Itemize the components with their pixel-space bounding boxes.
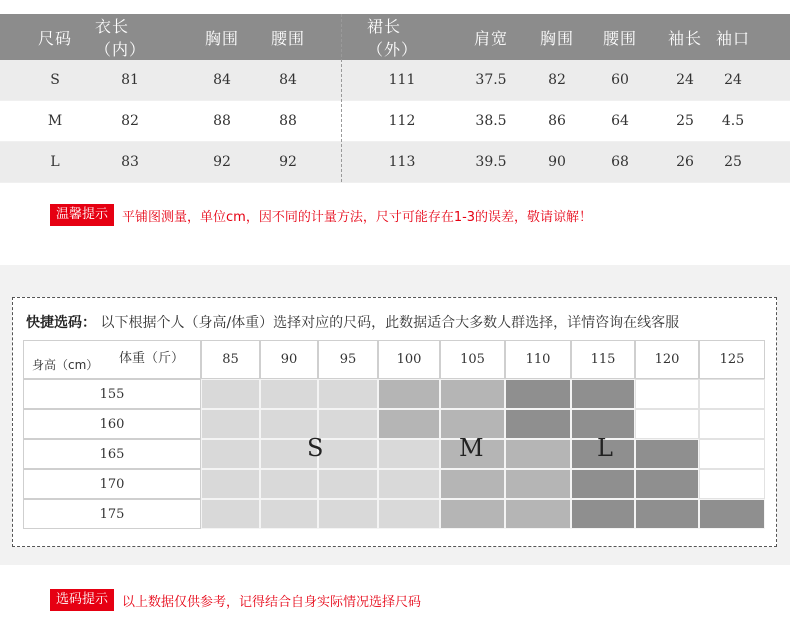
size-cell: 84 xyxy=(213,72,231,88)
zone-cell xyxy=(505,379,571,409)
size-header-cell: 肩宽 xyxy=(473,28,508,48)
zone-cell xyxy=(201,379,260,409)
zone-cell xyxy=(699,409,765,439)
zone-cell xyxy=(260,469,318,499)
zone-cell xyxy=(505,439,571,469)
zone-cell xyxy=(699,439,765,469)
size-table xyxy=(0,14,790,183)
zone-cell xyxy=(635,379,699,409)
size-cell: 84 xyxy=(279,72,297,88)
zone-cell xyxy=(699,499,765,529)
size-cell: 81 xyxy=(121,72,139,88)
height-label: 160 xyxy=(23,409,201,439)
measure-tip-badge: 温馨提示 xyxy=(50,204,114,226)
zone-cell xyxy=(699,469,765,499)
quick-select-label: 快捷选码： xyxy=(26,315,96,331)
size-cell: 82 xyxy=(121,113,139,129)
height-row xyxy=(23,379,767,409)
zone-cell xyxy=(440,499,505,529)
size-cell: 24 xyxy=(676,72,694,88)
zone-cell xyxy=(318,409,378,439)
zone-cell xyxy=(201,469,260,499)
zone-cell xyxy=(260,499,318,529)
select-tip-text: 以上数据仅供参考，记得结合自身实际情况选择尺码 xyxy=(122,594,422,610)
size-cell: 39.5 xyxy=(475,154,507,170)
size-row xyxy=(0,101,790,142)
zone-cell xyxy=(318,379,378,409)
quick-select-subtitle: 以下根据个人（身高/体重）选择对应的尺码，此数据适合大多数人群选择，详情咨询在线客服 xyxy=(100,315,680,331)
zone-cell xyxy=(571,469,635,499)
zone-cell xyxy=(318,499,378,529)
size-header-cell: 腰围 xyxy=(602,28,637,48)
quick-select-panel xyxy=(12,297,777,547)
size-cell: 111 xyxy=(388,72,416,88)
size-cell: 25 xyxy=(676,113,694,129)
height-label: 170 xyxy=(23,469,201,499)
size-row xyxy=(0,60,790,101)
zone-cell xyxy=(318,439,378,469)
size-header-cell: 袖长 xyxy=(667,28,702,48)
size-cell: 68 xyxy=(611,154,629,170)
measure-tip xyxy=(50,204,592,226)
size-header-cell: 胸围 xyxy=(539,28,574,48)
zone-cell xyxy=(440,379,505,409)
zone-cell xyxy=(699,379,765,409)
zone-cell xyxy=(378,409,440,439)
size-cell: 60 xyxy=(611,72,629,88)
size-cell: 113 xyxy=(388,154,416,170)
zone-cell xyxy=(505,469,571,499)
size-cell: 88 xyxy=(213,113,231,129)
size-cell: S xyxy=(50,72,60,88)
weight-header: 125 xyxy=(699,340,765,379)
size-cell: 24 xyxy=(724,72,742,88)
size-zone-label: L xyxy=(597,434,613,462)
zone-cell xyxy=(378,499,440,529)
size-header-cell: 胸围 xyxy=(204,28,239,48)
zone-cell xyxy=(635,469,699,499)
size-cell: 92 xyxy=(213,154,231,170)
size-header-cell: 袖口 xyxy=(715,28,750,48)
quick-select-title xyxy=(26,312,679,332)
size-cell: 26 xyxy=(676,154,694,170)
size-cell: 86 xyxy=(548,113,566,129)
height-row xyxy=(23,469,767,499)
size-zone-label: M xyxy=(459,434,484,462)
size-table-header xyxy=(0,14,790,60)
size-header-cell: 衣长（内） xyxy=(95,17,147,59)
size-cell: 25 xyxy=(724,154,742,170)
zone-cell xyxy=(635,439,699,469)
zone-cell xyxy=(201,499,260,529)
size-cell: 88 xyxy=(279,113,297,129)
height-row xyxy=(23,499,767,529)
zone-cell xyxy=(378,379,440,409)
size-cell: 38.5 xyxy=(475,113,507,129)
select-tip xyxy=(50,589,421,611)
height-row xyxy=(23,409,767,439)
zone-cell xyxy=(201,409,260,439)
weight-axis-label: 体重（斤） xyxy=(118,351,184,366)
zone-cell xyxy=(260,379,318,409)
height-label: 165 xyxy=(23,439,201,469)
height-row xyxy=(23,439,767,469)
size-cell: L xyxy=(50,154,60,170)
weight-header: 120 xyxy=(635,340,699,379)
size-cell: 112 xyxy=(388,113,416,129)
size-cell: 4.5 xyxy=(721,113,745,129)
zone-cell xyxy=(440,469,505,499)
height-label: 175 xyxy=(23,499,201,529)
size-cell: 83 xyxy=(121,154,139,170)
zone-cell xyxy=(378,469,440,499)
zone-cell xyxy=(378,439,440,469)
size-header-cell: 腰围 xyxy=(270,28,305,48)
grid-corner xyxy=(23,340,201,379)
zone-cell xyxy=(635,499,699,529)
size-cell: 90 xyxy=(548,154,566,170)
weight-header: 90 xyxy=(260,340,318,379)
zone-cell xyxy=(571,499,635,529)
weight-header: 110 xyxy=(505,340,571,379)
select-tip-badge: 选码提示 xyxy=(50,589,114,611)
size-cell: 82 xyxy=(548,72,566,88)
weight-header: 85 xyxy=(201,340,260,379)
height-label: 155 xyxy=(23,379,201,409)
weight-header: 95 xyxy=(318,340,378,379)
size-header-cell: 裙长（外） xyxy=(367,17,419,59)
size-cell: M xyxy=(47,113,63,129)
zone-cell xyxy=(635,409,699,439)
weight-header: 100 xyxy=(378,340,440,379)
zone-cell xyxy=(201,439,260,469)
size-header-cell: 尺码 xyxy=(37,28,72,48)
height-axis-label: 身高（cm） xyxy=(32,358,99,372)
table-divider xyxy=(341,14,342,182)
size-row xyxy=(0,142,790,183)
zone-cell xyxy=(505,409,571,439)
zone-cell xyxy=(505,499,571,529)
size-cell: 37.5 xyxy=(475,72,507,88)
zone-cell xyxy=(571,379,635,409)
weight-header: 105 xyxy=(440,340,505,379)
size-cell: 92 xyxy=(279,154,297,170)
size-cell: 64 xyxy=(611,113,629,129)
measure-tip-text: 平铺图测量，单位cm，因不同的计量方法，尺寸可能存在1-3的误差，敬请谅解！ xyxy=(122,209,593,225)
weight-header: 115 xyxy=(571,340,635,379)
zone-cell xyxy=(318,469,378,499)
size-zone-label: S xyxy=(307,434,324,462)
